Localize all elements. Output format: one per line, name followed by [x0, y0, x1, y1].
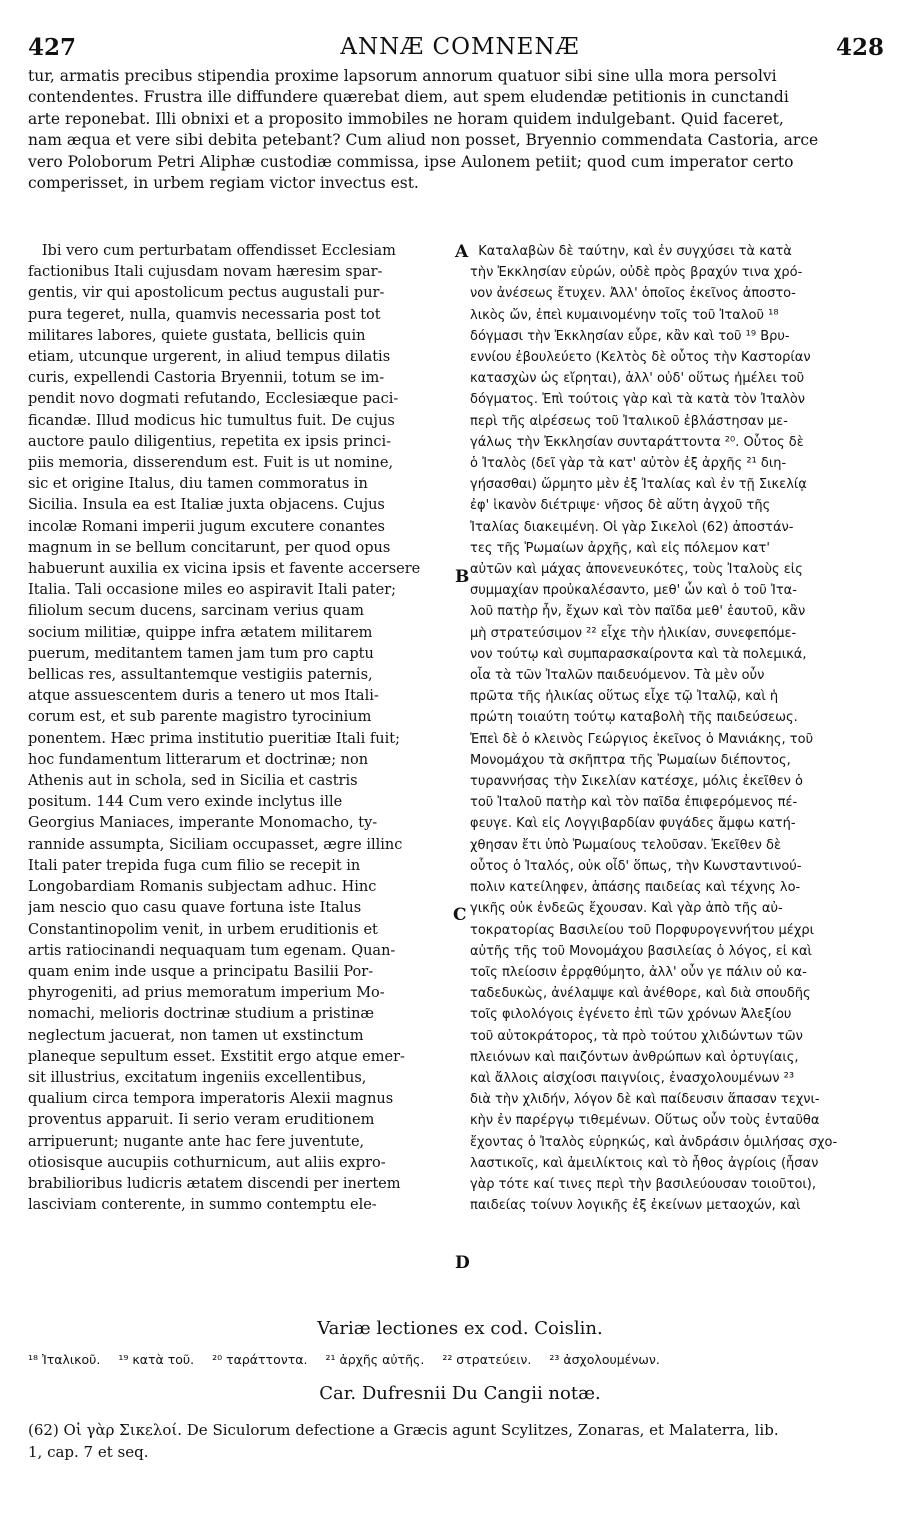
- greek-line: αὐτῶν καὶ μάχας ἀπονενευκότες, τοὺς Ἰταλοὺς εἰς: [470, 562, 803, 578]
- note-line: 1, cap. 7 et seq.: [28, 1443, 149, 1461]
- latin-line: positum. 144 Cum vero exinde inclytus ille: [28, 794, 343, 811]
- greek-line: κατασχὼν ὡς εἴρηται), ἀλλ' οὐδ' οὕτως ἠμέλει τοῦ: [470, 371, 805, 387]
- latin-line: atque assuescentem duris a tenero ut mos Itali-: [28, 688, 379, 705]
- latin-line: filiolum secum ducens, sarcinam verius quam: [28, 603, 365, 620]
- greek-line: τοῦ αὐτοκράτορος, τὰ πρὸ τούτου χλιδώντων τῶν: [470, 1028, 803, 1044]
- greek-line: φευγε. Καὶ εἰς Λογγιβαρδίαν φυγάδες ἄμφω κατή-: [470, 816, 796, 832]
- greek-line: Καταλαβὼν δὲ ταύτην, καὶ ἐν συγχύσει τὰ κατὰ: [470, 244, 792, 259]
- greek-line: πολιν κατείληφεν, ἁπάσης παιδείας καὶ τέχνης λο-: [470, 880, 801, 896]
- latin-line: auctore paulo diligentius, repetita ex ipsis princi-: [28, 433, 392, 450]
- latin-line: bellicas res, assultantemque vestigiis paternis,: [28, 667, 373, 684]
- latin-line: gentis, vir qui apostolicum pectus augustali pur-: [28, 285, 385, 302]
- variant-reading: ²² στρατεύειν.: [442, 1352, 532, 1367]
- latin-line: Itali pater trepida fuga cum filio se recepit in: [28, 857, 361, 874]
- greek-line: περὶ τῆς αἱρέσεως τοῦ Ἰταλικοῦ ἐβλάστησαν με-: [470, 413, 788, 429]
- latin-line: neglectum jacuerat, non tamen ut exstinctum: [28, 1027, 364, 1044]
- variant-reading: ¹⁹ κατὰ τοῦ.: [118, 1352, 195, 1367]
- variant-reading: ²⁰ ταράττοντα.: [212, 1352, 308, 1367]
- margin-letter-c: C: [453, 905, 467, 925]
- page-number-left: 427: [28, 34, 77, 61]
- latin-line: Ibi vero cum perturbatam offendisset Ecclesiam: [28, 243, 396, 259]
- margin-letter-b: B: [455, 567, 470, 587]
- greek-line: διὰ τὴν χλιδήν, λόγον δὲ καὶ παίδευσιν ἅπασαν τεχνι-: [470, 1092, 820, 1108]
- latin-top-paragraph: [28, 66, 886, 194]
- greek-line: συμμαχίαν προὐκαλέσαντο, μεθ' ὧν καὶ ὁ τοῦ Ἰτα-: [470, 583, 797, 599]
- greek-line: χθησαν ἔτι ὑπὸ Ῥωμαίους τελοῦσαν. Ἐκεῖθεν δὲ: [470, 837, 782, 853]
- latin-line: militares labores, quiete gustata, bellicis quin: [28, 327, 366, 344]
- note-line: (62) Οἱ γὰρ Σικελοί. De Siculorum defectione a Græcis agunt Scylitzes, Zonaras, et Malaterra, lib.: [28, 1421, 779, 1439]
- greek-line: ἐφ' ἱκανὸν διέτριψε· νῆσος δὲ αὕτη ἀγχοῦ τῆς: [470, 498, 771, 514]
- running-title: ANNÆ COMNENÆ: [340, 34, 580, 60]
- latin-line: puerum, meditantem tamen jam tum pro captu: [28, 645, 374, 662]
- greek-line: οἷα τὰ τῶν Ἰταλῶν παιδευόμενον. Τὰ μὲν οὖν: [470, 668, 765, 684]
- latin-line: habuerunt auxilia ex vicina ipsis et favente accersere: [28, 561, 421, 578]
- latin-line: brabilioribus ludicris ætatem discendi per inertem: [28, 1175, 401, 1192]
- notes-heading: Car. Dufresnii Du Cangii notæ.: [319, 1383, 601, 1404]
- greek-line: τὴν Ἐκκλησίαν εὑρών, οὐδὲ πρὸς βραχύν τινα χρό-: [470, 265, 803, 281]
- latin-line: planeque sepultum esset. Exstitit ergo atque emer-: [28, 1048, 405, 1065]
- latin-line: magnum in se bellum concitarunt, per quod opus: [28, 539, 391, 556]
- latin-line: incolæ Romani imperii jugum excutere conantes: [28, 518, 385, 535]
- greek-line: νον τούτῳ καὶ συμπαρασκαίροντα καὶ τὰ πολεμικά,: [470, 646, 807, 662]
- latin-line: etiam, utcunque urgerent, in aliud tempus dilatis: [28, 349, 391, 366]
- greek-line: Μονομάχου τὰ σκῆπτρα τῆς Ῥωμαίων διέποντος,: [470, 752, 791, 768]
- text-line: comperisset, in urbem regiam victor invectus est.: [28, 174, 419, 193]
- greek-line: λοῦ πατὴρ ἦν, ἔχων καὶ τὸν παῖδα μεθ' ἑαυτοῦ, κἂν: [470, 604, 806, 620]
- page-header: [0, 34, 920, 64]
- variant-reading: ¹⁸ Ἰταλικοῦ.: [28, 1352, 101, 1367]
- latin-line: arripuerunt; nugante ante hac fere juventute,: [28, 1133, 365, 1150]
- latin-line: factionibus Itali cujusdam novam hæresim spar-: [28, 264, 383, 281]
- latin-line: qualium circa tempora imperatoris Alexii magnus: [28, 1091, 394, 1108]
- notes-text: [28, 1419, 888, 1463]
- margin-letter-a: A: [455, 242, 469, 262]
- latin-line: curis, expellendi Castoria Bryennii, totum se im-: [28, 370, 385, 387]
- greek-line: τες τῆς Ῥωμαίων ἀρχῆς, καὶ εἰς πόλεμον κατ': [470, 540, 770, 556]
- greek-line: τοῖς φιλολόγοις ἐγένετο ἐπὶ τῶν χρόνων Ἀλεξίου: [470, 1007, 792, 1023]
- latin-line: corum est, et sub parente magistro tyrocinium: [28, 709, 372, 726]
- greek-line: μὴ στρατεύσιμον ²² εἶχε τὴν ἡλικίαν, συνεφεπόμε-: [470, 625, 797, 641]
- greek-line: λαστικοῖς, καὶ ἀμειλίκτοις καὶ τὸ ἦθος ἀγρίοις (ἦσαν: [470, 1155, 819, 1171]
- latin-line: jam nescio quo casu quave fortuna iste Italus: [28, 900, 362, 917]
- greek-line: γάλως τὴν Ἐκκλησίαν συνταράττοντα ²⁰. Οὗτος δὲ: [470, 434, 804, 450]
- latin-line: socium militiæ, quippe infra ætatem militarem: [28, 624, 373, 641]
- latin-line: artis ratiocinandi nequaquam tum egenam. Quan-: [28, 942, 396, 959]
- greek-line: δόγματος. Ἐπὶ τούτοις γὰρ καὶ τὰ κατὰ τὸν Ἰταλὸν: [470, 392, 806, 408]
- page-number-right: 428: [835, 34, 884, 61]
- greek-line: ὁ Ἰταλὸς (δεῖ γὰρ τὰ κατ' αὐτὸν ἐξ ἀρχῆς ²¹ διη-: [470, 456, 787, 472]
- greek-line: δόγμασι τὴν Ἐκκλησίαν εὗρε, κἂν καὶ τοῦ ¹⁹ Βρυ-: [470, 328, 790, 344]
- variae-lectiones-heading: Variæ lectiones ex cod. Coislin.: [317, 1318, 603, 1339]
- greek-line: τοῦ Ἰταλοῦ πατὴρ καὶ τὸν παῖδα ἐπιφερόμενος πέ-: [470, 795, 798, 811]
- greek-line: αὐτῆς τῆς τοῦ Μονομάχου βασιλείας ὁ λόγος, εἰ καὶ: [470, 943, 812, 959]
- greek-line: πλειόνων καὶ παιζόντων ἀνθρώπων καὶ ὀρτυγίαις,: [470, 1049, 799, 1065]
- latin-line: ficandæ. Illud modicus hic tumultus fuit. De cujus: [28, 412, 395, 429]
- greek-line: γὰρ τότε καί τινες περὶ τὴν βασιλεύουσαν τοιοῦτοι),: [470, 1176, 817, 1192]
- variant-readings: [28, 1352, 888, 1367]
- text-line: tur, armatis precibus stipendia proxime lapsorum annorum quatuor sibi sine ulla mora persolvi: [28, 67, 777, 85]
- greek-line: τοκρατορίας Βασιλείου τοῦ Πορφυρογεννήτου μέχρι: [470, 922, 814, 938]
- latin-line: ponentem. Hæc prima institutio pueritiæ Itali fuit;: [28, 730, 400, 747]
- greek-line: πρώτη τοιαύτη τούτῳ καταβολὴ τῆς παιδεύσεως.: [470, 710, 798, 726]
- greek-line: γήσασθαι) ὥρμητο μὲν ἐξ Ἰταλίας καὶ ἐν τῇ Σικελίᾳ: [470, 477, 807, 493]
- variant-reading: ²¹ ἀρχῆς αὐτῆς.: [325, 1352, 425, 1367]
- latin-line: Georgius Maniaces, imperante Monomacho, ty-: [28, 815, 378, 832]
- latin-line: quam enim inde usque a principatu Basilii Por-: [28, 963, 374, 980]
- latin-line: Longobardiam Romanis subjectam adhuc. Hinc: [28, 879, 377, 896]
- latin-line: proventus apparuit. Ii serio veram eruditionem: [28, 1112, 375, 1129]
- latin-line: Italia. Tali occasione miles eo aspiravit Itali pater;: [28, 582, 397, 599]
- margin-letter-d: D: [455, 1253, 470, 1273]
- text-line: nam æqua et vere sibi debita petebant? Cum aliud non posset, Bryennio commendata Castoria, arce: [28, 131, 819, 150]
- greek-line: Ἰταλίας διακειμένη. Οἱ γὰρ Σικελοὶ (62) ἀποστάν-: [470, 519, 794, 535]
- latin-line: lasciviam conterente, in summo contemptu ele-: [28, 1197, 377, 1214]
- variant-reading: ²³ ἀσχολουμένων.: [549, 1352, 660, 1367]
- latin-line: sic et origine Italus, diu tamen commoratus in: [28, 476, 368, 493]
- text-line: contendentes. Frustra ille diffundere quærebat diem, aut spem eludendæ petitionis in cunctandi: [28, 88, 789, 107]
- latin-line: Sicilia. Insula ea est Italiæ juxta objacens. Cujus: [28, 497, 385, 514]
- greek-line: κὴν ἐν παρέργῳ τιθεμένων. Οὕτως οὖν τοὺς ἐνταῦθα: [470, 1113, 820, 1129]
- greek-line: λικὸς ὤν, ἐπεὶ κυμαινομένην τοῖς τοῦ Ἰταλοῦ ¹⁸: [470, 307, 779, 323]
- latin-line: Constantinopolim venit, in urbem eruditionis et: [28, 921, 378, 938]
- text-line: vero Poloborum Petri Aliphæ custodiæ commissa, ipse Aulonem petiit; quod cum imperator certo: [28, 152, 794, 171]
- latin-line: pendit novo dogmati refutando, Ecclesiæque paci-: [28, 391, 399, 408]
- latin-line: otiosisque aucupiis cothurnicum, aut aliis expro-: [28, 1154, 386, 1171]
- greek-line: καὶ ἄλλοις αἰσχίοσι παιγνίοις, ἐνασχολουμένων ²³: [470, 1070, 795, 1086]
- greek-line: γικῆς οὐκ ἐνδεῶς ἔχουσαν. Καὶ γὰρ ἀπὸ τῆς αὐ-: [470, 901, 783, 917]
- greek-line: τοῖς πλείοσιν ἐρρᾳθύμητο, ἀλλ' οὖν γε πάλιν οὐ κα-: [470, 964, 807, 980]
- latin-line: nomachi, melioris doctrinæ studium a pristinæ: [28, 1006, 375, 1023]
- latin-line: sit illustrius, excitatum ingeniis excellentibus,: [28, 1069, 367, 1086]
- greek-line: νον ἀνέσεως ἔτυχεν. Ἀλλ' ὁποῖος ἐκεῖνος ἀποστο-: [470, 286, 796, 302]
- greek-line: οὗτος ὁ Ἰταλός, οὐκ οἶδ' ὅπως, τὴν Κωνσταντινού-: [470, 858, 802, 874]
- greek-column: [470, 241, 884, 1216]
- greek-line: τυραννήσας τὴν Σικελίαν κατέσχε, μόλις ἐκεῖθεν ὁ: [470, 774, 803, 790]
- greek-line: παιδείας τοίνυν λογικῆς ἐξ ἐκείνων μεταοχών, καὶ: [470, 1198, 801, 1214]
- greek-line: πρῶτα τῆς ἡλικίας οὕτως εἶχε τῷ Ἰταλῷ, καὶ ἡ: [470, 689, 779, 705]
- greek-line: ταδεδυκὼς, ἀνέλαμψε καὶ ἀνέθορε, καὶ διὰ σπουδῆς: [470, 986, 811, 1002]
- latin-line: hoc fundamentum litterarum et doctrinæ; non: [28, 751, 369, 768]
- latin-line: piis memoria, disserendum est. Fuit is ut nomine,: [28, 455, 394, 472]
- greek-line: εννίου ἐβουλεύετο (Κελτὸς δὲ οὗτος τὴν Καστορίαν: [470, 350, 811, 366]
- latin-line: phyrogeniti, ad prius memoratum imperium Mo-: [28, 985, 385, 1002]
- greek-line: Ἐπεὶ δὲ ὁ κλεινὸς Γεώργιος ἐκεῖνος ὁ Μανιάκης, τοῦ: [470, 731, 814, 747]
- text-line: arte reponebat. Illi obnixi et a proposito immobiles ne horam quidem indulgebant. Quid faceret,: [28, 109, 784, 128]
- latin-line: pura tegeret, nulla, quamvis necessaria post tot: [28, 306, 381, 323]
- greek-line: ἔχοντας ὁ Ἰταλὸς εὑρηκώς, καὶ ἀνδράσιν ὁμιλήσας σχο-: [470, 1134, 838, 1150]
- latin-line: Athenis aut in schola, sed in Sicilia et castris: [28, 773, 358, 790]
- latin-line: rannide assumpta, Siciliam occupasset, ægre illinc: [28, 836, 403, 853]
- latin-column: [28, 241, 456, 1216]
